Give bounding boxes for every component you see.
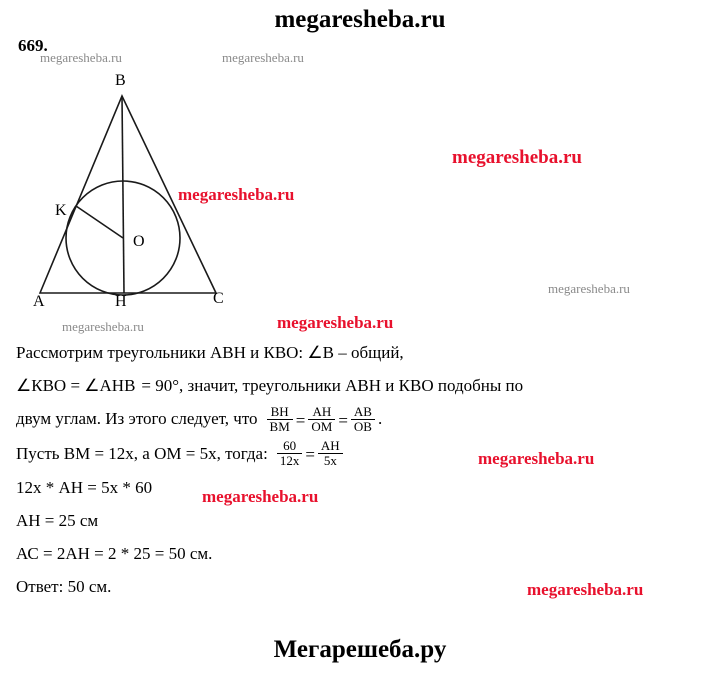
solution-line-1: Рассмотрим треугольники АВН и КВО: ∠В – общий,	[16, 343, 404, 362]
solution-answer: Ответ: 50 см.	[16, 577, 112, 597]
watermark: megaresheba.ru	[202, 487, 319, 506]
solution-line-2a: ∠КВО = ∠АНВ	[16, 376, 136, 395]
fraction-denominator: ОВ	[351, 419, 375, 434]
fraction-ah-om	[308, 405, 335, 434]
point-label-k: K	[55, 202, 67, 219]
point-label-a: A	[33, 293, 45, 310]
solution-line-3-end: .	[377, 409, 383, 428]
task-number: 669.	[18, 36, 48, 55]
watermark: megaresheba.ru	[62, 319, 144, 334]
solution-line-2	[16, 369, 716, 402]
solution-line-7: АС = 2АН = 2 * 25 = 50 см.	[16, 544, 213, 564]
fraction-numerator: АН	[312, 403, 332, 419]
watermark: megaresheba.ru	[452, 147, 582, 168]
triangle-abc	[40, 96, 216, 293]
equals-sign-3: =	[305, 445, 315, 465]
solution-line-4a: Пусть ВМ = 12х, а ОМ = 5х, тогда:	[16, 443, 268, 463]
equals-sign-1: =	[295, 410, 306, 430]
solution-line-3	[16, 402, 716, 437]
fraction-bh-bm	[267, 405, 293, 434]
fraction-numerator: АН	[320, 438, 340, 454]
watermark: megaresheba.ru	[277, 313, 394, 332]
segment-ok	[76, 206, 123, 238]
fraction-60-12x	[277, 439, 303, 468]
solution-line-3a: двум углам. Из этого следует, что	[16, 409, 258, 428]
segment-bh	[122, 96, 124, 293]
fraction-denominator: ВМ	[267, 419, 293, 434]
watermark-bottom: Мегарешеба.ру	[273, 636, 447, 663]
solution-line-4	[16, 437, 716, 472]
fraction-denominator: ОМ	[308, 419, 335, 434]
watermark: megaresheba.ru	[478, 449, 595, 468]
fraction-denominator: 5х	[318, 453, 343, 468]
solution-line-5: 12х * АН = 5х * 60	[16, 478, 153, 498]
solution-line-2b: = 90°, значит, треугольники АВН и КВО подобны по	[141, 376, 524, 395]
triangle-with-incircle-svg	[20, 78, 270, 318]
watermark: megaresheba.ru	[178, 185, 295, 204]
watermark: megaresheba.ru	[527, 580, 644, 599]
fraction-ab-ob	[351, 405, 375, 434]
watermark: megaresheba.ru	[548, 281, 630, 296]
fraction-ah-5x	[318, 439, 343, 468]
solution-text	[16, 336, 716, 603]
fraction-numerator: ВН	[270, 403, 289, 419]
solution-line-6: АН = 25 см	[16, 511, 99, 531]
point-label-h: H	[115, 293, 127, 310]
fraction-numerator: АВ	[353, 403, 372, 419]
equals-sign-2: =	[338, 410, 348, 430]
watermark-top: megaresheba.ru	[274, 6, 446, 33]
watermark: megaresheba.ru	[222, 50, 304, 65]
fraction-denominator: 12х	[277, 453, 303, 468]
watermark: megaresheba.ru	[40, 50, 122, 65]
geometry-figure	[20, 72, 270, 318]
point-label-o: O	[133, 233, 145, 250]
point-label-b: B	[115, 72, 126, 89]
fraction-numerator: 60	[283, 438, 297, 454]
point-label-c: C	[213, 290, 224, 307]
